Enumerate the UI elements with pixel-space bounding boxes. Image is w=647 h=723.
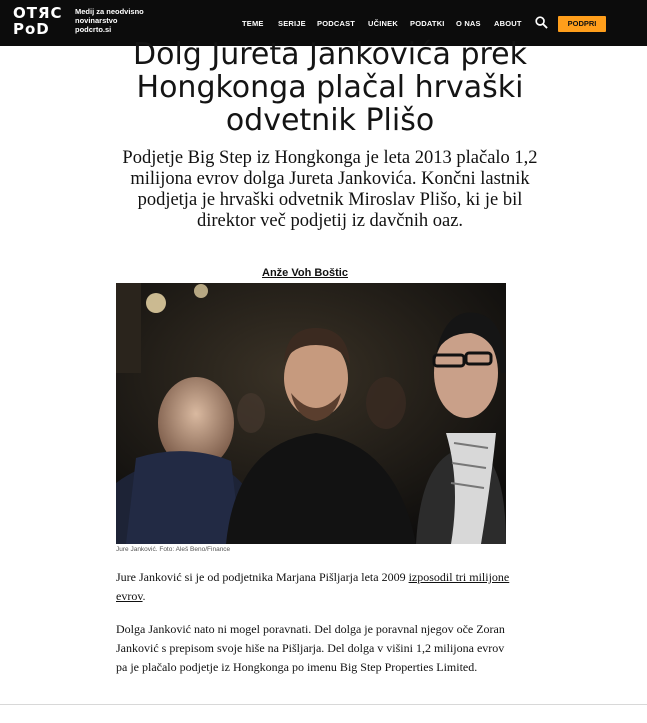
nav-item-ucinek[interactable]: UČINEK	[368, 19, 398, 28]
loan-link[interactable]: izposodil tri milijone evrov	[116, 570, 510, 603]
logo-bottom-text: PoD	[13, 20, 50, 38]
paragraph-1-text: Jure Janković si je od podjetnika Marjana Pišljarja leta 2009	[116, 570, 409, 584]
article-paragraph-1	[116, 568, 516, 606]
nav-item-serije[interactable]: SERIJE	[278, 19, 306, 28]
site-tagline	[75, 7, 165, 34]
site-logo[interactable]	[13, 5, 69, 39]
photo-caption: Jure Janković. Foto: Aleš Beno/Finance	[116, 546, 231, 553]
site-domain[interactable]: podcrto.si	[75, 25, 112, 34]
paragraph-1-end: .	[142, 589, 146, 603]
article-title: Dolg Jureta Jankovića prek Hongkonga plačal hrvaški odvetnik Plišo	[133, 37, 527, 138]
article-photo	[116, 283, 506, 544]
nav-item-about[interactable]: ABOUT	[494, 19, 522, 28]
support-button[interactable]: PODPRI	[558, 16, 606, 32]
nav-item-podcast[interactable]: PODCAST	[317, 19, 356, 28]
photo-illustration	[116, 283, 506, 544]
divider	[0, 704, 647, 705]
tagline-text: Medij za neodvisno novinarstvo	[75, 7, 144, 25]
logo-top-text: OTЯC	[13, 4, 63, 22]
search-icon[interactable]	[535, 16, 548, 29]
nav-item-podatki[interactable]: PODATKI	[410, 19, 445, 28]
author-link[interactable]: Anže Voh Boštic	[262, 267, 348, 279]
article-lead: Podjetje Big Step iz Hongkonga je leta 2013 plačalo 1,2 milijona evrov dolga Jureta Jankovića. Končni lastnik podjetja je hrvaški odvetnik Miroslav Plišo, ki je bil direktor več podjetij iz davčnih oaz.	[122, 148, 538, 231]
nav-item-o-nas[interactable]: O NAS	[456, 19, 481, 28]
nav-item-teme[interactable]: TEME	[242, 19, 264, 28]
article-paragraph-2: Dolga Janković nato ni mogel poravnati. Del dolga je poravnal njegov oče Zoran Janković s prepisom svoje hiše na Pišljarja. Del dolga v višini 1,2 milijona evrov pa je plačalo podjetje iz Hongkonga po imenu Big Step Properties Limited.	[116, 622, 505, 674]
